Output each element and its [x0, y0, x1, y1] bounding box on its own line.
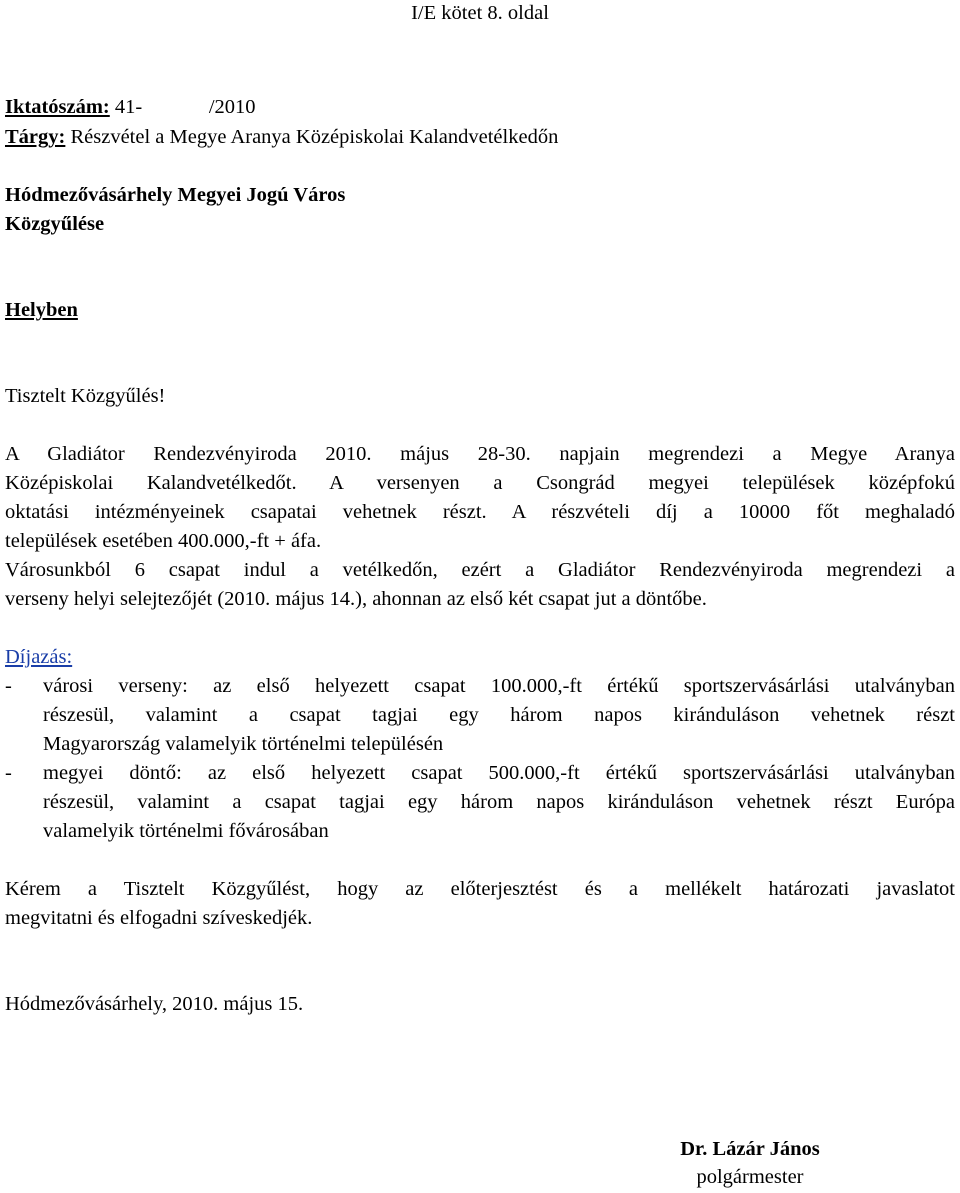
- prize2-line3: valamelyik történelmi fővárosában: [43, 820, 329, 842]
- prize2-line2: részesül, valamint a csapat tagjai egy három napos kiránduláson vehetnek részt Európa: [43, 791, 955, 813]
- signatory-title: polgármester: [696, 1166, 804, 1188]
- recipient-location: Helyben: [5, 299, 78, 321]
- subject-value: Részvétel a Megye Aranya Középiskolai Kalandvetélkedőn: [65, 126, 559, 148]
- paragraph1-line2: Középiskolai Kalandvetélkedőt. A versenyen a Csongrád megyei települések középfokú: [5, 472, 955, 494]
- paragraph1-line1: A Gladiátor Rendezvényiroda 2010. május 28-30. napjain megrendezi a Megye Aranya: [5, 443, 955, 465]
- request-line1: Kérem a Tisztelt Közgyűlést, hogy az előterjesztést és a mellékelt határozati javaslatot: [5, 878, 955, 900]
- paragraph2-line1: Városunkból 6 csapat indul a vetélkedőn, ezért a Gladiátor Rendezvényiroda megrendezi a: [5, 559, 955, 581]
- registration-number-line: [5, 96, 256, 119]
- prize-bullet-2: -: [5, 762, 12, 784]
- salutation: Tisztelt Közgyűlés!: [5, 385, 166, 407]
- place-and-date: Hódmezővásárhely, 2010. május 15.: [5, 993, 304, 1015]
- paragraph2-line2: verseny helyi selejtezőjét (2010. május 14.), ahonnan az első két csapat jut a döntőbe.: [5, 588, 707, 610]
- prize1-line1: városi verseny: az első helyezett csapat 100.000,-ft értékű sportszervásárlási utalványban: [43, 675, 955, 697]
- registration-number-label: Iktatószám:: [5, 96, 110, 118]
- subject-label: Tárgy:: [5, 126, 66, 148]
- signatory-name: Dr. Lázár János: [680, 1138, 820, 1160]
- prize-bullet-1: -: [5, 675, 12, 697]
- prizes-heading: Díjazás:: [5, 646, 73, 668]
- page-header: I/E kötet 8. oldal: [411, 2, 549, 24]
- prize1-line3: Magyarország valamelyik történelmi településén: [43, 733, 444, 755]
- prize2-line1: megyei döntő: az első helyezett csapat 500.000,-ft értékű sportszervásárlási utalványban: [43, 762, 955, 784]
- paragraph1-line4: települések esetében 400.000,-ft + áfa.: [5, 530, 322, 552]
- recipient-line-2: Közgyűlése: [5, 213, 105, 235]
- registration-number-value: 41- /2010: [109, 96, 256, 118]
- prize1-line2: részesül, valamint a csapat tagjai egy három napos kiránduláson vehetnek részt: [43, 704, 955, 726]
- subject-line: [5, 126, 558, 149]
- paragraph1-line3: oktatási intézményeinek csapatai vehetnek részt. A részvételi díj a 10000 főt meghaladó: [5, 501, 955, 523]
- recipient-line-1: Hódmezővásárhely Megyei Jogú Város: [5, 184, 346, 206]
- request-line2: megvitatni és elfogadni szíveskedjék.: [5, 907, 313, 929]
